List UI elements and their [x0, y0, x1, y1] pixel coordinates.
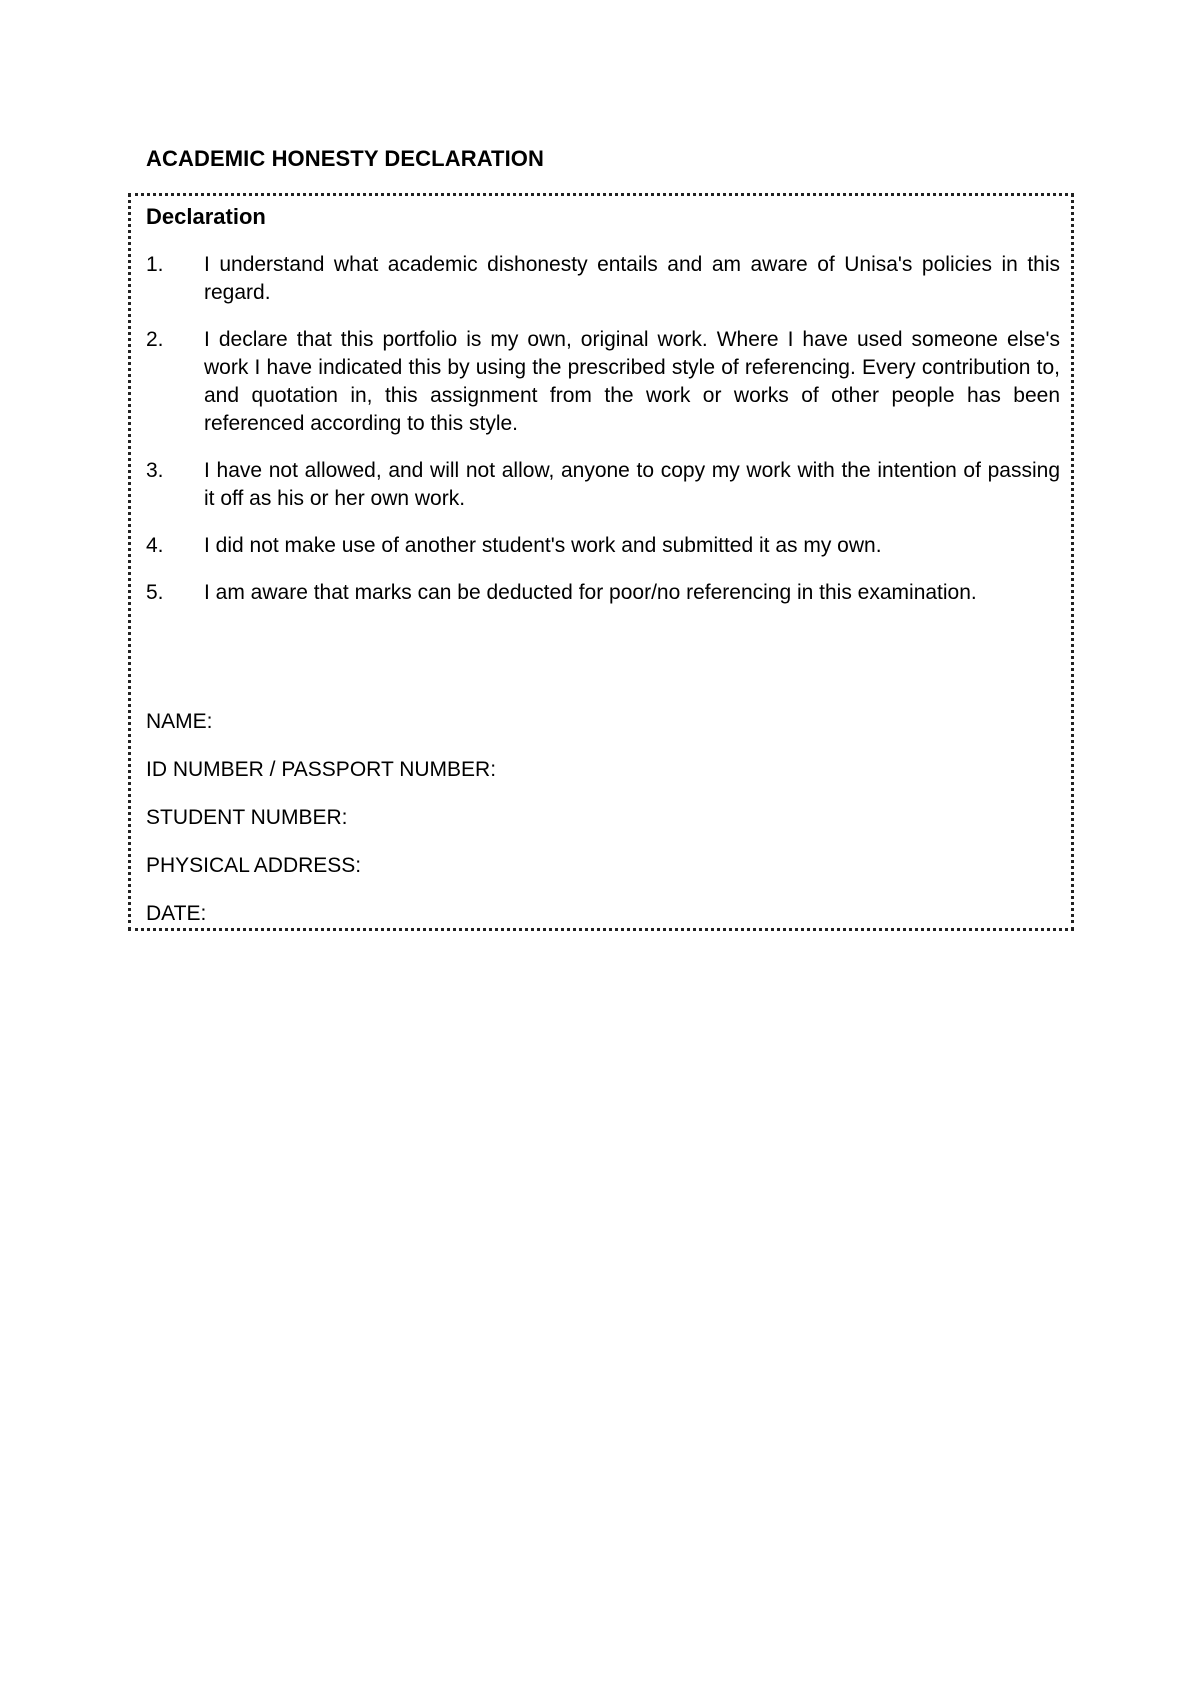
student-details	[146, 708, 496, 948]
id-number-field-label: ID NUMBER / PASSPORT NUMBER:	[146, 758, 497, 781]
physical-address-field-label: PHYSICAL ADDRESS:	[146, 854, 362, 877]
item-number: 1.	[146, 253, 164, 276]
student-number-field-label: STUDENT NUMBER:	[146, 806, 348, 829]
declaration-item-1	[146, 251, 1060, 307]
declaration-heading: Declaration	[146, 204, 266, 229]
declaration-item-4	[146, 532, 1060, 560]
item-text: I have not allowed, and will not allow, anyone to copy my work with the intention of passing it off as his or her own work.	[204, 459, 1060, 510]
item-text: I did not make use of another student's work and submitted it as my own.	[204, 534, 882, 557]
item-number: 5.	[146, 581, 164, 604]
item-text: I am aware that marks can be deducted for poor/no referencing in this examination.	[204, 581, 977, 604]
item-number: 3.	[146, 459, 164, 482]
declaration-item-3	[146, 457, 1060, 513]
item-text: I understand what academic dishonesty entails and am aware of Unisa's policies in this regard.	[204, 253, 1060, 304]
name-field-label: NAME:	[146, 710, 213, 733]
item-number: 2.	[146, 328, 164, 351]
item-text: I declare that this portfolio is my own, original work. Where I have used someone else's work I have indicated this by using the prescribed style of referencing. Every contribution to, and quotation in, this assignment from the work or works of other people has been referenced according to this style.	[204, 328, 1060, 435]
declaration-item-5	[146, 579, 1060, 607]
date-field-label: DATE:	[146, 902, 207, 925]
item-number: 4.	[146, 534, 164, 557]
declaration-item-2	[146, 326, 1060, 438]
declaration-list	[146, 251, 1060, 626]
page-title: ACADEMIC HONESTY DECLARATION	[146, 146, 544, 171]
